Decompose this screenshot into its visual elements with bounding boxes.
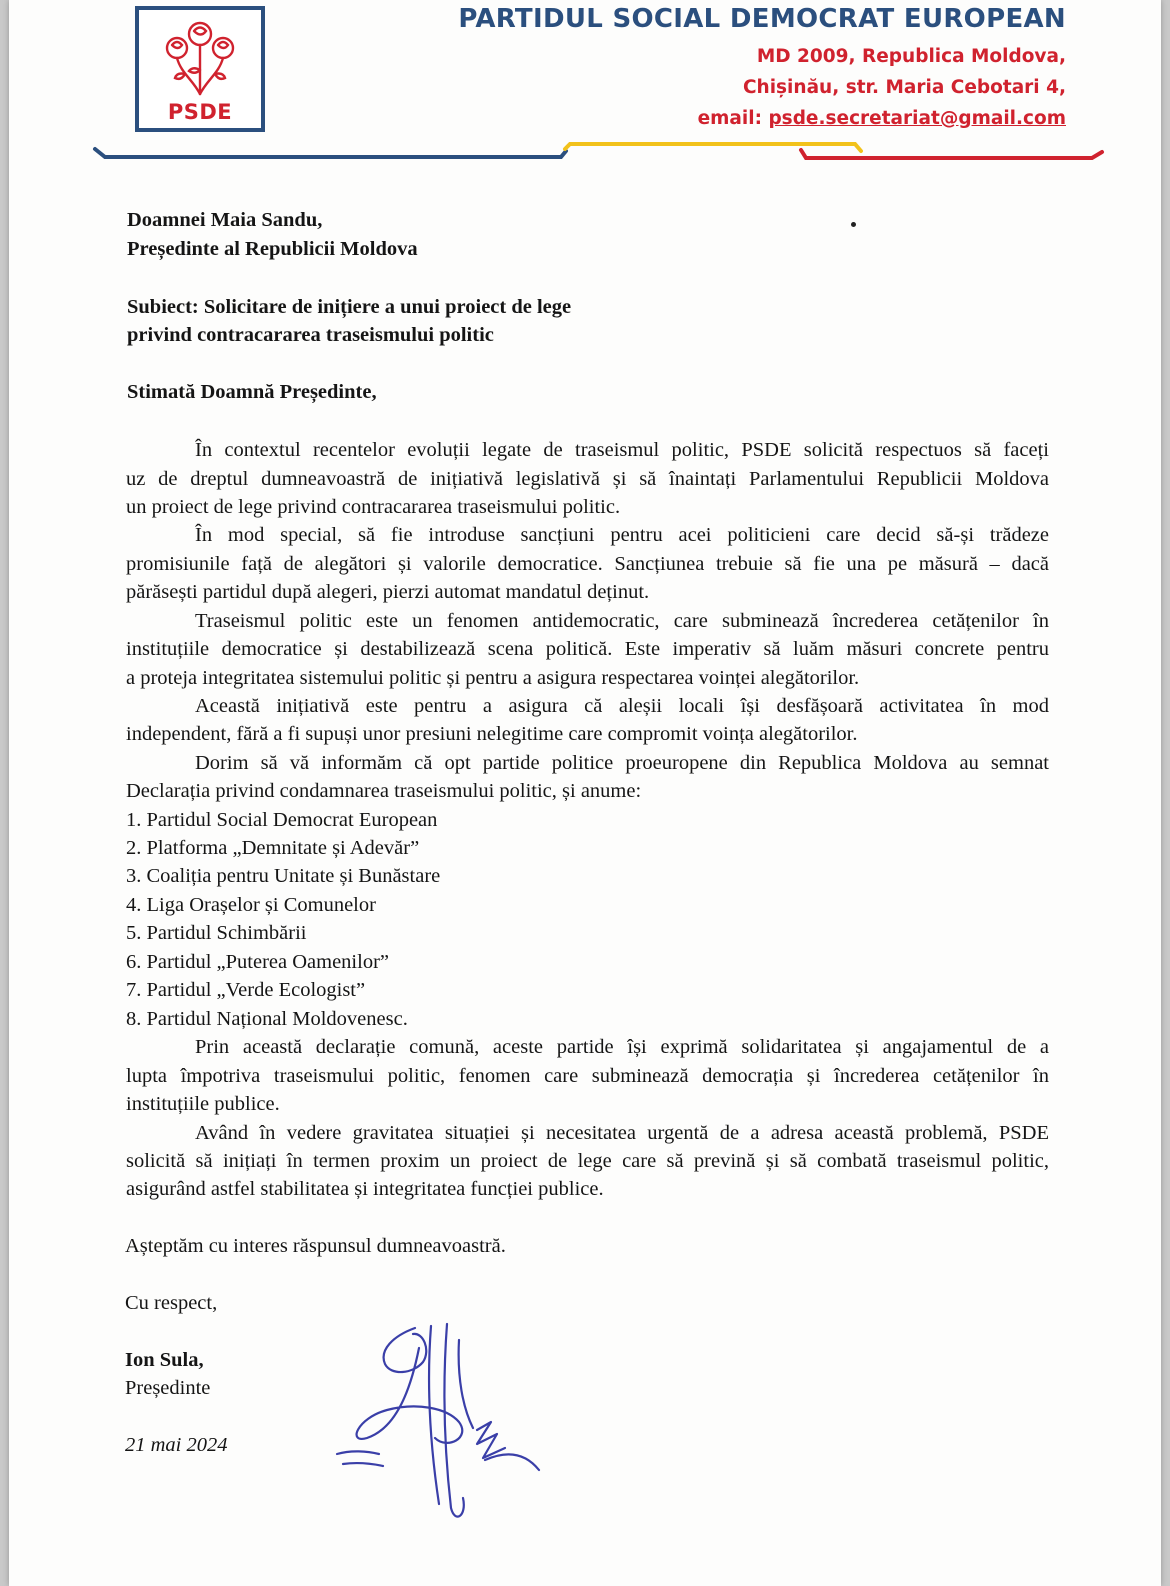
email-label: email: xyxy=(697,108,762,129)
party-list-item: 2. Platforma „Demnitate și Adevăr” xyxy=(126,837,420,859)
paragraph-5-line-2: Declarația privind condamnarea traseismului politic, și anume: xyxy=(126,780,642,802)
paragraph-3-line-3: a proteja integritatea sistemului politic și pentru a asigura respectarea voinței alegătorilor. xyxy=(126,667,860,689)
closing-regards: Cu respect, xyxy=(125,1292,218,1314)
paragraph-5-line-1: Dorim să vă informăm că opt partide politice proeuropene din Republica Moldova au semnat xyxy=(195,752,1049,774)
party-list-item: 5. Partidul Schimbării xyxy=(126,922,307,944)
paragraph-2-line-3: părăsești partidul după alegeri, pierzi automat mandatul deținut. xyxy=(126,581,650,603)
paragraph-3-line-1: Traseismul politic este un fenomen antidemocratic, care subminează încrederea cetățenilor în xyxy=(195,610,1049,632)
paragraph-6-line-3: instituțiile publice. xyxy=(126,1093,280,1115)
handwritten-signature xyxy=(327,1318,557,1523)
email-link[interactable]: psde.secretariat@gmail.com xyxy=(768,108,1066,129)
email-line xyxy=(698,108,1066,129)
paragraph-2-line-1: În mod special, să fie introduse sancțiuni pentru acei politicieni care decid să-și trădeze xyxy=(195,524,1049,546)
paragraph-4-line-1: Această inițiativă este pentru a asigura că aleșii locali își desfășoară activitatea în mod xyxy=(195,695,1049,717)
paragraph-2-line-2: promisiunile față de alegători și valorile democratice. Sancțiunea trebuie să fie una pe măsură – dacă xyxy=(126,553,1049,575)
paragraph-6-line-1: Prin această declarație comună, aceste partide își exprimă solidaritatea și angajamentul de a xyxy=(195,1036,1049,1058)
paragraph-1-line-2: uz de dreptul dumneavoastră de inițiativă legislativă și să înaintați Parlamentului Republicii Moldova xyxy=(126,468,1049,490)
party-list-item: 4. Liga Orașelor și Comunelor xyxy=(126,894,376,916)
paragraph-3-line-2: instituțiile democratice și destabilizează scena politică. Este imperativ să luăm măsuri concrete pentru xyxy=(126,638,1049,660)
paragraph-7-line-3: asigurând astfel stabilitatea și integritatea funcției publice. xyxy=(126,1178,604,1200)
three-roses-icon xyxy=(163,18,237,98)
subject-line-2: privind contracararea traseismului politic xyxy=(127,324,494,346)
salutation: Stimată Doamnă Președinte, xyxy=(127,381,377,403)
paragraph-1-line-3: un proiect de lege privind contracararea traseismului politic. xyxy=(126,496,621,518)
tricolor-rule xyxy=(9,135,1161,175)
party-list-item: 7. Partidul „Verde Ecologist” xyxy=(126,979,366,1001)
paragraph-4-line-2: independent, fără a fi supuși unor presiuni nelegitime care compromit voința alegătorilor. xyxy=(126,723,858,745)
party-list-item: 6. Partidul „Puterea Oamenilor” xyxy=(126,951,389,973)
letter-page xyxy=(9,0,1161,1586)
closing-expectation: Așteptăm cu interes răspunsul dumneavoastră. xyxy=(125,1235,506,1257)
party-list-item: 3. Coaliția pentru Unitate și Bunăstare xyxy=(126,865,441,887)
party-name: PARTIDUL SOCIAL DEMOCRAT EUROPEAN xyxy=(458,4,1066,34)
recipient-name: Doamnei Maia Sandu, xyxy=(127,209,323,231)
paragraph-1-line-1: În contextul recentelor evoluții legate de traseismul politic, PSDE solicită respectuos să faceți xyxy=(195,439,1049,461)
letter-date: 21 mai 2024 xyxy=(125,1434,228,1456)
logo-text: PSDE xyxy=(167,100,233,124)
party-logo xyxy=(135,6,265,132)
recipient-title: Președinte al Republicii Moldova xyxy=(127,238,418,260)
signer-name: Ion Sula, xyxy=(125,1349,204,1371)
party-list-item: 1. Partidul Social Democrat European xyxy=(126,809,438,831)
signer-title: Președinte xyxy=(125,1377,211,1399)
ink-dot xyxy=(851,222,856,227)
address-line-2: Chișinău, str. Maria Cebotari 4, xyxy=(742,77,1066,98)
subject-line-1: Subiect: Solicitare de inițiere a unui proiect de lege xyxy=(127,296,572,318)
paragraph-6-line-2: lupta împotriva traseismului politic, fenomen care subminează democrația și încrederea cetățenilor în xyxy=(126,1065,1049,1087)
address-line-1: MD 2009, Republica Moldova, xyxy=(756,46,1066,67)
paragraph-7-line-2: solicită să inițiați în termen proxim un proiect de lege care să prevină și să combată traseismul politic, xyxy=(126,1150,1049,1172)
paragraph-7-line-1: Având în vedere gravitatea situației și necesitatea urgentă de a adresa această problemă, PSDE xyxy=(195,1122,1049,1144)
party-list-item: 8. Partidul Național Moldovenesc. xyxy=(126,1008,408,1030)
